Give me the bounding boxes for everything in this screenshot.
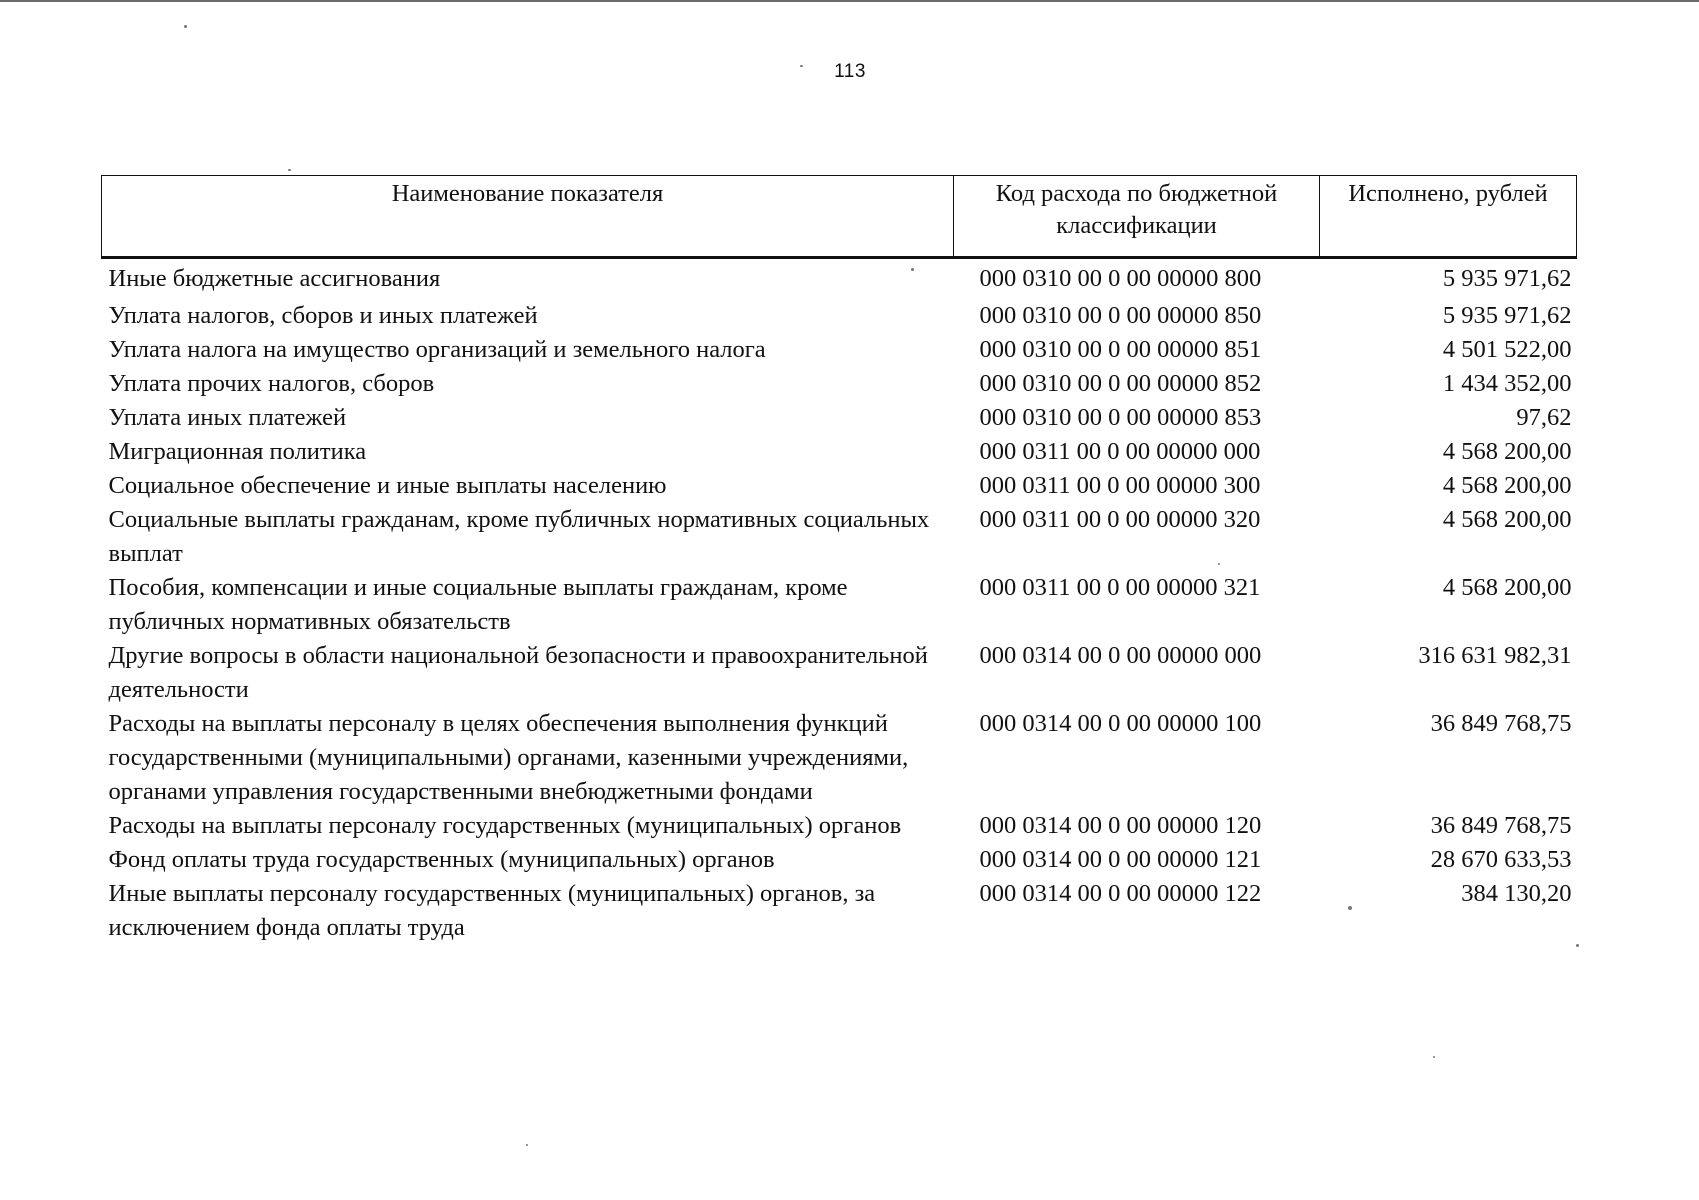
row-name: Пособия, компенсации и иные социальные выплаты гражданам, кроме публичных нормативных обязательств — [108, 574, 848, 635]
row-code: 000 0314 00 0 00 00000 120 — [979, 812, 1262, 839]
scan-speck — [526, 1144, 528, 1146]
row-amount: 36 849 768,75 — [1430, 812, 1572, 839]
table-row — [102, 707, 1577, 809]
table-row — [102, 571, 1577, 639]
row-code: 000 0314 00 0 00 00000 100 — [979, 710, 1262, 737]
row-amount: 4 568 200,00 — [1442, 472, 1572, 499]
scan-speck — [1433, 1056, 1435, 1058]
table-row — [102, 469, 1577, 503]
row-amount: 4 568 200,00 — [1442, 438, 1572, 465]
row-amount: 36 849 768,75 — [1430, 710, 1572, 737]
row-amount: 316 631 982,31 — [1418, 642, 1572, 669]
row-name: Расходы на выплаты персоналу государственных (муниципальных) органов — [108, 812, 902, 839]
row-name: Расходы на выплаты персоналу в целях обеспечения выполнения функций государственными (муниципальными) органами, казенными учреждениями, органами управления государственными внебюджетными фондами — [108, 710, 909, 805]
scan-speck — [184, 25, 187, 28]
row-amount: 1 434 352,00 — [1442, 370, 1572, 397]
table-header-row — [102, 176, 1577, 258]
row-name: Социальные выплаты гражданам, кроме публичных нормативных социальных выплат — [108, 506, 930, 567]
row-name: Другие вопросы в области национальной безопасности и правоохранительной деятельности — [108, 642, 928, 703]
row-amount: 97,62 — [1516, 404, 1572, 431]
page-number: 113 — [834, 61, 866, 82]
row-code: 000 0311 00 0 00 00000 000 — [979, 438, 1261, 465]
row-code: 000 0310 00 0 00 00000 852 — [979, 370, 1262, 397]
table-row — [102, 639, 1577, 707]
row-name: Иные бюджетные ассигнования — [108, 265, 441, 292]
row-code: 000 0310 00 0 00 00000 850 — [979, 302, 1262, 329]
row-code: 000 0314 00 0 00 00000 000 — [979, 642, 1262, 669]
row-code: 000 0311 00 0 00 00000 321 — [979, 574, 1261, 601]
header-executed-amount: Исполнено, рублей — [1320, 176, 1577, 258]
row-code: 000 0314 00 0 00 00000 122 — [979, 880, 1262, 907]
row-code: 000 0310 00 0 00 00000 851 — [979, 336, 1262, 363]
table-row — [102, 401, 1577, 435]
row-amount: 4 501 522,00 — [1442, 336, 1572, 363]
row-name: Фонд оплаты труда государственных (муниципальных) органов — [108, 846, 775, 873]
row-code: 000 0310 00 0 00 00000 853 — [979, 404, 1262, 431]
row-name: Социальное обеспечение и иные выплаты населению — [108, 472, 667, 499]
table-row — [102, 258, 1577, 297]
table-row — [102, 296, 1577, 333]
table-row — [102, 843, 1577, 877]
scan-speck — [800, 65, 803, 67]
row-code: 000 0311 00 0 00 00000 320 — [979, 506, 1261, 533]
row-amount: 384 130,20 — [1461, 880, 1572, 907]
table-row — [102, 435, 1577, 469]
header-indicator-name: Наименование показателя — [102, 176, 954, 258]
budget-execution-table — [101, 175, 1577, 945]
row-name: Уплата налога на имущество организаций и земельного налога — [108, 336, 766, 363]
header-budget-code: Код расхода по бюджетной классификации — [954, 176, 1320, 258]
row-name: Уплата прочих налогов, сборов — [108, 370, 435, 397]
row-amount: 28 670 633,53 — [1430, 846, 1572, 873]
row-name: Уплата иных платежей — [108, 404, 347, 431]
scan-top-edge — [0, 0, 1699, 2]
table-row — [102, 367, 1577, 401]
row-amount: 4 568 200,00 — [1442, 574, 1572, 601]
scan-speck — [288, 169, 291, 171]
table-row — [102, 809, 1577, 843]
row-name: Иные выплаты персоналу государственных (муниципальных) органов, за исключением фонда оплаты труда — [108, 880, 876, 941]
table-row — [102, 503, 1577, 571]
table-row — [102, 333, 1577, 367]
row-code: 000 0314 00 0 00 00000 121 — [979, 846, 1262, 873]
row-amount: 4 568 200,00 — [1442, 506, 1572, 533]
row-name: Уплата налогов, сборов и иных платежей — [108, 302, 538, 329]
table-row — [102, 877, 1577, 945]
row-amount: 5 935 971,62 — [1442, 302, 1572, 329]
row-name: Миграционная политика — [108, 438, 367, 465]
row-code: 000 0311 00 0 00 00000 300 — [979, 472, 1261, 499]
row-amount: 5 935 971,62 — [1442, 265, 1572, 292]
row-code: 000 0310 00 0 00 00000 800 — [979, 265, 1262, 292]
